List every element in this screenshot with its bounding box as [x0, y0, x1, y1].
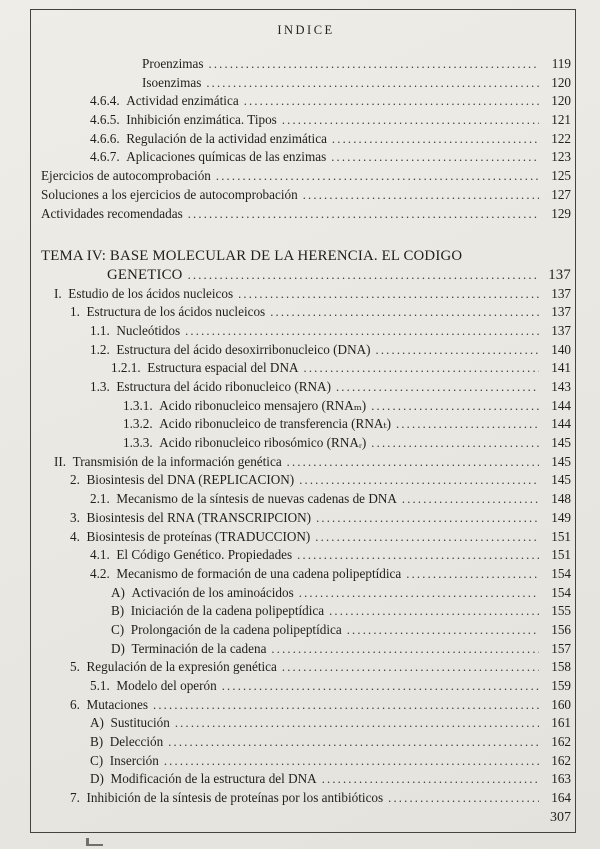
toc-entry-label: C) Inserción — [90, 752, 159, 768]
toc-entry-label: II. Transmisión de la información genética — [54, 453, 282, 469]
toc-entry-label: 1.3.1. Acido ribonucleico mensajero (RNAₘ) — [123, 397, 367, 413]
toc-row — [41, 266, 571, 285]
toc-entry-page: 154 — [551, 565, 571, 581]
toc-entry-page: 145 — [551, 453, 571, 469]
toc-entry-page: 119 — [551, 56, 571, 71]
toc-row — [41, 397, 571, 416]
toc-entry-label: Isoenzimas — [142, 74, 202, 90]
toc-entry-page: 149 — [551, 509, 571, 525]
toc-entry-label: 1.3.3. Acido ribonucleico ribosómico (RNAᵣ) — [123, 435, 367, 451]
toc-entry-page: 120 — [551, 93, 571, 109]
toc-entry-label: 1.3.2. Acido ribonucleico de transferencia (RNAₜ) — [123, 416, 392, 432]
scan-artifact-mark — [86, 838, 103, 846]
dot-leader — [329, 602, 539, 621]
dot-leader — [168, 733, 539, 752]
toc-entry-label: I. Estudio de los ácidos nucleicos — [54, 285, 234, 301]
toc-entry-label: A) Sustitución — [90, 715, 170, 731]
toc-row — [41, 378, 571, 397]
toc-row — [41, 322, 571, 341]
dot-leader — [299, 584, 539, 603]
dot-leader — [315, 528, 539, 547]
dot-leader — [304, 359, 540, 378]
toc-entry-label: C) Prolongación de la cadena polipeptídica — [111, 621, 342, 637]
dot-leader — [206, 74, 539, 93]
toc-entry-page: 155 — [551, 603, 571, 619]
toc-row — [41, 640, 571, 659]
dot-leader — [371, 397, 539, 416]
dot-leader — [316, 509, 539, 528]
toc-entry-page: 151 — [551, 528, 571, 544]
dot-leader — [322, 770, 539, 789]
toc-row — [41, 509, 571, 528]
toc-entry-page: 121 — [551, 112, 571, 128]
dot-leader — [209, 55, 539, 74]
toc-row — [41, 621, 571, 640]
toc-entry-label: Actividades recomendadas — [41, 205, 183, 221]
toc-entry-label: 1.1. Nucleótidos — [90, 322, 181, 338]
toc-row — [41, 186, 571, 205]
toc-entry-page: 162 — [551, 752, 571, 768]
toc-entry-page: 137 — [551, 322, 571, 338]
toc-entry-page: 148 — [551, 491, 571, 507]
toc-row — [41, 415, 571, 434]
toc-entry-label: B) Iniciación de la cadena polipeptídica — [111, 603, 325, 619]
toc-row — [41, 602, 571, 621]
toc-entry-label: 3. Biosintesis del RNA (TRANSCRIPCION) — [70, 509, 312, 525]
toc-entry-page: 144 — [551, 416, 571, 432]
dot-leader — [396, 415, 539, 434]
toc-row — [41, 341, 571, 360]
toc-entry-label: 4. Biosintesis de proteínas (TRADUCCION) — [70, 528, 311, 544]
toc-row — [41, 471, 571, 490]
dot-leader — [216, 167, 539, 186]
toc-entry-label: A) Activación de los aminoácidos — [111, 584, 294, 600]
toc-entry-label: TEMA IV: BASE MOLECULAR DE LA HERENCIA. EL CODIGO — [41, 248, 463, 265]
toc-row — [41, 55, 571, 74]
toc-entry-label: B) Delección — [90, 734, 164, 750]
toc-entry-label: GENETICO — [107, 266, 183, 283]
dot-leader — [185, 322, 539, 341]
toc-row — [41, 490, 571, 509]
dot-leader — [287, 453, 539, 472]
toc-row — [41, 453, 571, 472]
toc-entry-page: 156 — [551, 621, 571, 637]
toc-entry-page: 140 — [551, 341, 571, 357]
toc-row — [41, 752, 571, 771]
toc-entry-page: 122 — [551, 130, 571, 146]
toc-entry-label: 1.2. Estructura del ácido desoxirribonucleico (DNA) — [90, 341, 371, 357]
toc-entry-label: 4.6.4. Actividad enzimática — [90, 93, 239, 109]
toc-list — [41, 55, 571, 808]
toc-row — [41, 303, 571, 322]
toc-entry-label: D) Terminación de la cadena — [111, 640, 267, 656]
toc-entry-page: 125 — [551, 168, 571, 184]
dot-leader — [188, 266, 539, 285]
toc-entry-page: 144 — [551, 397, 571, 413]
toc-row — [41, 789, 571, 808]
toc-entry-label: 4.2. Mecanismo de formación de una cadena polipeptídica — [90, 565, 402, 581]
toc-entry-page: 137 — [551, 285, 571, 301]
toc-row — [41, 677, 571, 696]
dot-leader — [402, 490, 539, 509]
toc-entry-page: 145 — [551, 472, 571, 488]
toc-row — [41, 167, 571, 186]
toc-entry-page: 141 — [551, 360, 571, 376]
dot-leader — [388, 789, 539, 808]
toc-row — [41, 148, 571, 167]
toc-entry-label: Proenzimas — [142, 56, 204, 71]
dot-leader — [299, 471, 539, 490]
toc-entry-page: 161 — [551, 715, 571, 731]
dot-leader — [376, 341, 539, 360]
toc-entry-page: 162 — [551, 734, 571, 750]
toc-entry-page: 160 — [551, 696, 571, 712]
dot-leader — [406, 565, 539, 584]
toc-entry-page: 123 — [551, 149, 571, 165]
toc-entry-label: 5. Regulación de la expresión genética — [70, 659, 277, 675]
toc-row — [41, 285, 571, 304]
toc-entry-page: 154 — [551, 584, 571, 600]
dot-leader — [153, 696, 539, 715]
dot-leader — [222, 677, 539, 696]
toc-entry-page: 120 — [551, 74, 571, 90]
page-number: 307 — [550, 810, 571, 825]
toc-row — [41, 528, 571, 547]
toc-entry-label: 2.1. Mecanismo de la síntesis de nuevas cadenas de DNA — [90, 491, 397, 507]
toc-entry-page: 127 — [551, 186, 571, 202]
toc-entry-label: Ejercicios de autocomprobación — [41, 168, 211, 184]
dot-leader — [282, 658, 539, 677]
toc-entry-label: 6. Mutaciones — [70, 696, 149, 712]
dot-leader — [331, 148, 539, 167]
toc-entry-label: 1.3. Estructura del ácido ribonucleico (RNA) — [90, 379, 331, 394]
toc-row — [41, 74, 571, 93]
toc-entry-page: 137 — [548, 266, 571, 283]
toc-entry-page: 143 — [551, 379, 571, 394]
toc-row — [41, 130, 571, 149]
toc-entry-label: 1.2.1. Estructura espacial del DNA — [111, 360, 299, 376]
dot-leader — [244, 92, 539, 111]
toc-entry-page: 157 — [551, 640, 571, 656]
toc-row — [41, 733, 571, 752]
toc-entry-label: 2. Biosintesis del DNA (REPLICACION) — [70, 472, 295, 488]
toc-row — [41, 111, 571, 130]
dot-leader — [282, 111, 539, 130]
toc-entry-label: 1. Estructura de los ácidos nucleicos — [70, 304, 266, 320]
toc-row — [41, 546, 571, 565]
toc-entry-page: 145 — [551, 435, 571, 451]
toc-entry-page: 159 — [551, 678, 571, 693]
toc-entry-page: 137 — [551, 304, 571, 320]
toc-row — [41, 434, 571, 453]
toc-entry-page: 164 — [551, 790, 571, 806]
toc-entry-page: 151 — [551, 547, 571, 563]
toc-entry-page: 158 — [551, 659, 571, 675]
page-title: INDICE — [277, 23, 335, 37]
dot-leader — [303, 186, 539, 205]
dot-leader — [371, 434, 539, 453]
toc-entry-label: 4.6.5. Inhibición enzimática. Tipos — [90, 112, 277, 128]
toc-entry-page: 163 — [551, 771, 571, 787]
toc-entry-label: Soluciones a los ejercicios de autocomprobación — [41, 186, 298, 202]
dot-leader — [332, 130, 539, 149]
toc-row — [41, 696, 571, 715]
dot-leader — [270, 303, 539, 322]
toc-row — [41, 584, 571, 603]
toc-row — [41, 359, 571, 378]
toc-entry-page: 129 — [551, 205, 571, 221]
dot-leader — [188, 205, 539, 224]
toc-entry-label: 4.6.6. Regulación de la actividad enzimática — [90, 130, 327, 146]
toc-row — [41, 565, 571, 584]
dot-leader — [297, 546, 539, 565]
toc-row — [41, 205, 571, 224]
toc-entry-label: 4.1. El Código Genético. Propiedades — [90, 547, 293, 563]
dot-leader — [347, 621, 539, 640]
toc-entry-label: 7. Inhibición de la síntesis de proteínas por los antibióticos — [70, 790, 384, 806]
toc-entry-label: D) Modificación de la estructura del DNA — [90, 771, 317, 787]
toc-row — [41, 658, 571, 677]
toc-row — [41, 247, 571, 266]
toc-row — [41, 770, 571, 789]
dot-leader — [164, 752, 539, 771]
page-content — [41, 22, 571, 808]
dot-leader — [271, 640, 539, 659]
dot-leader — [175, 714, 539, 733]
dot-leader — [336, 378, 539, 397]
toc-row — [41, 92, 571, 111]
toc-entry-label: 4.6.7. Aplicaciones químicas de las enzimas — [90, 149, 327, 165]
toc-entry-label: 5.1. Modelo del operón — [90, 678, 217, 693]
dot-leader — [238, 285, 539, 304]
toc-row — [41, 714, 571, 733]
